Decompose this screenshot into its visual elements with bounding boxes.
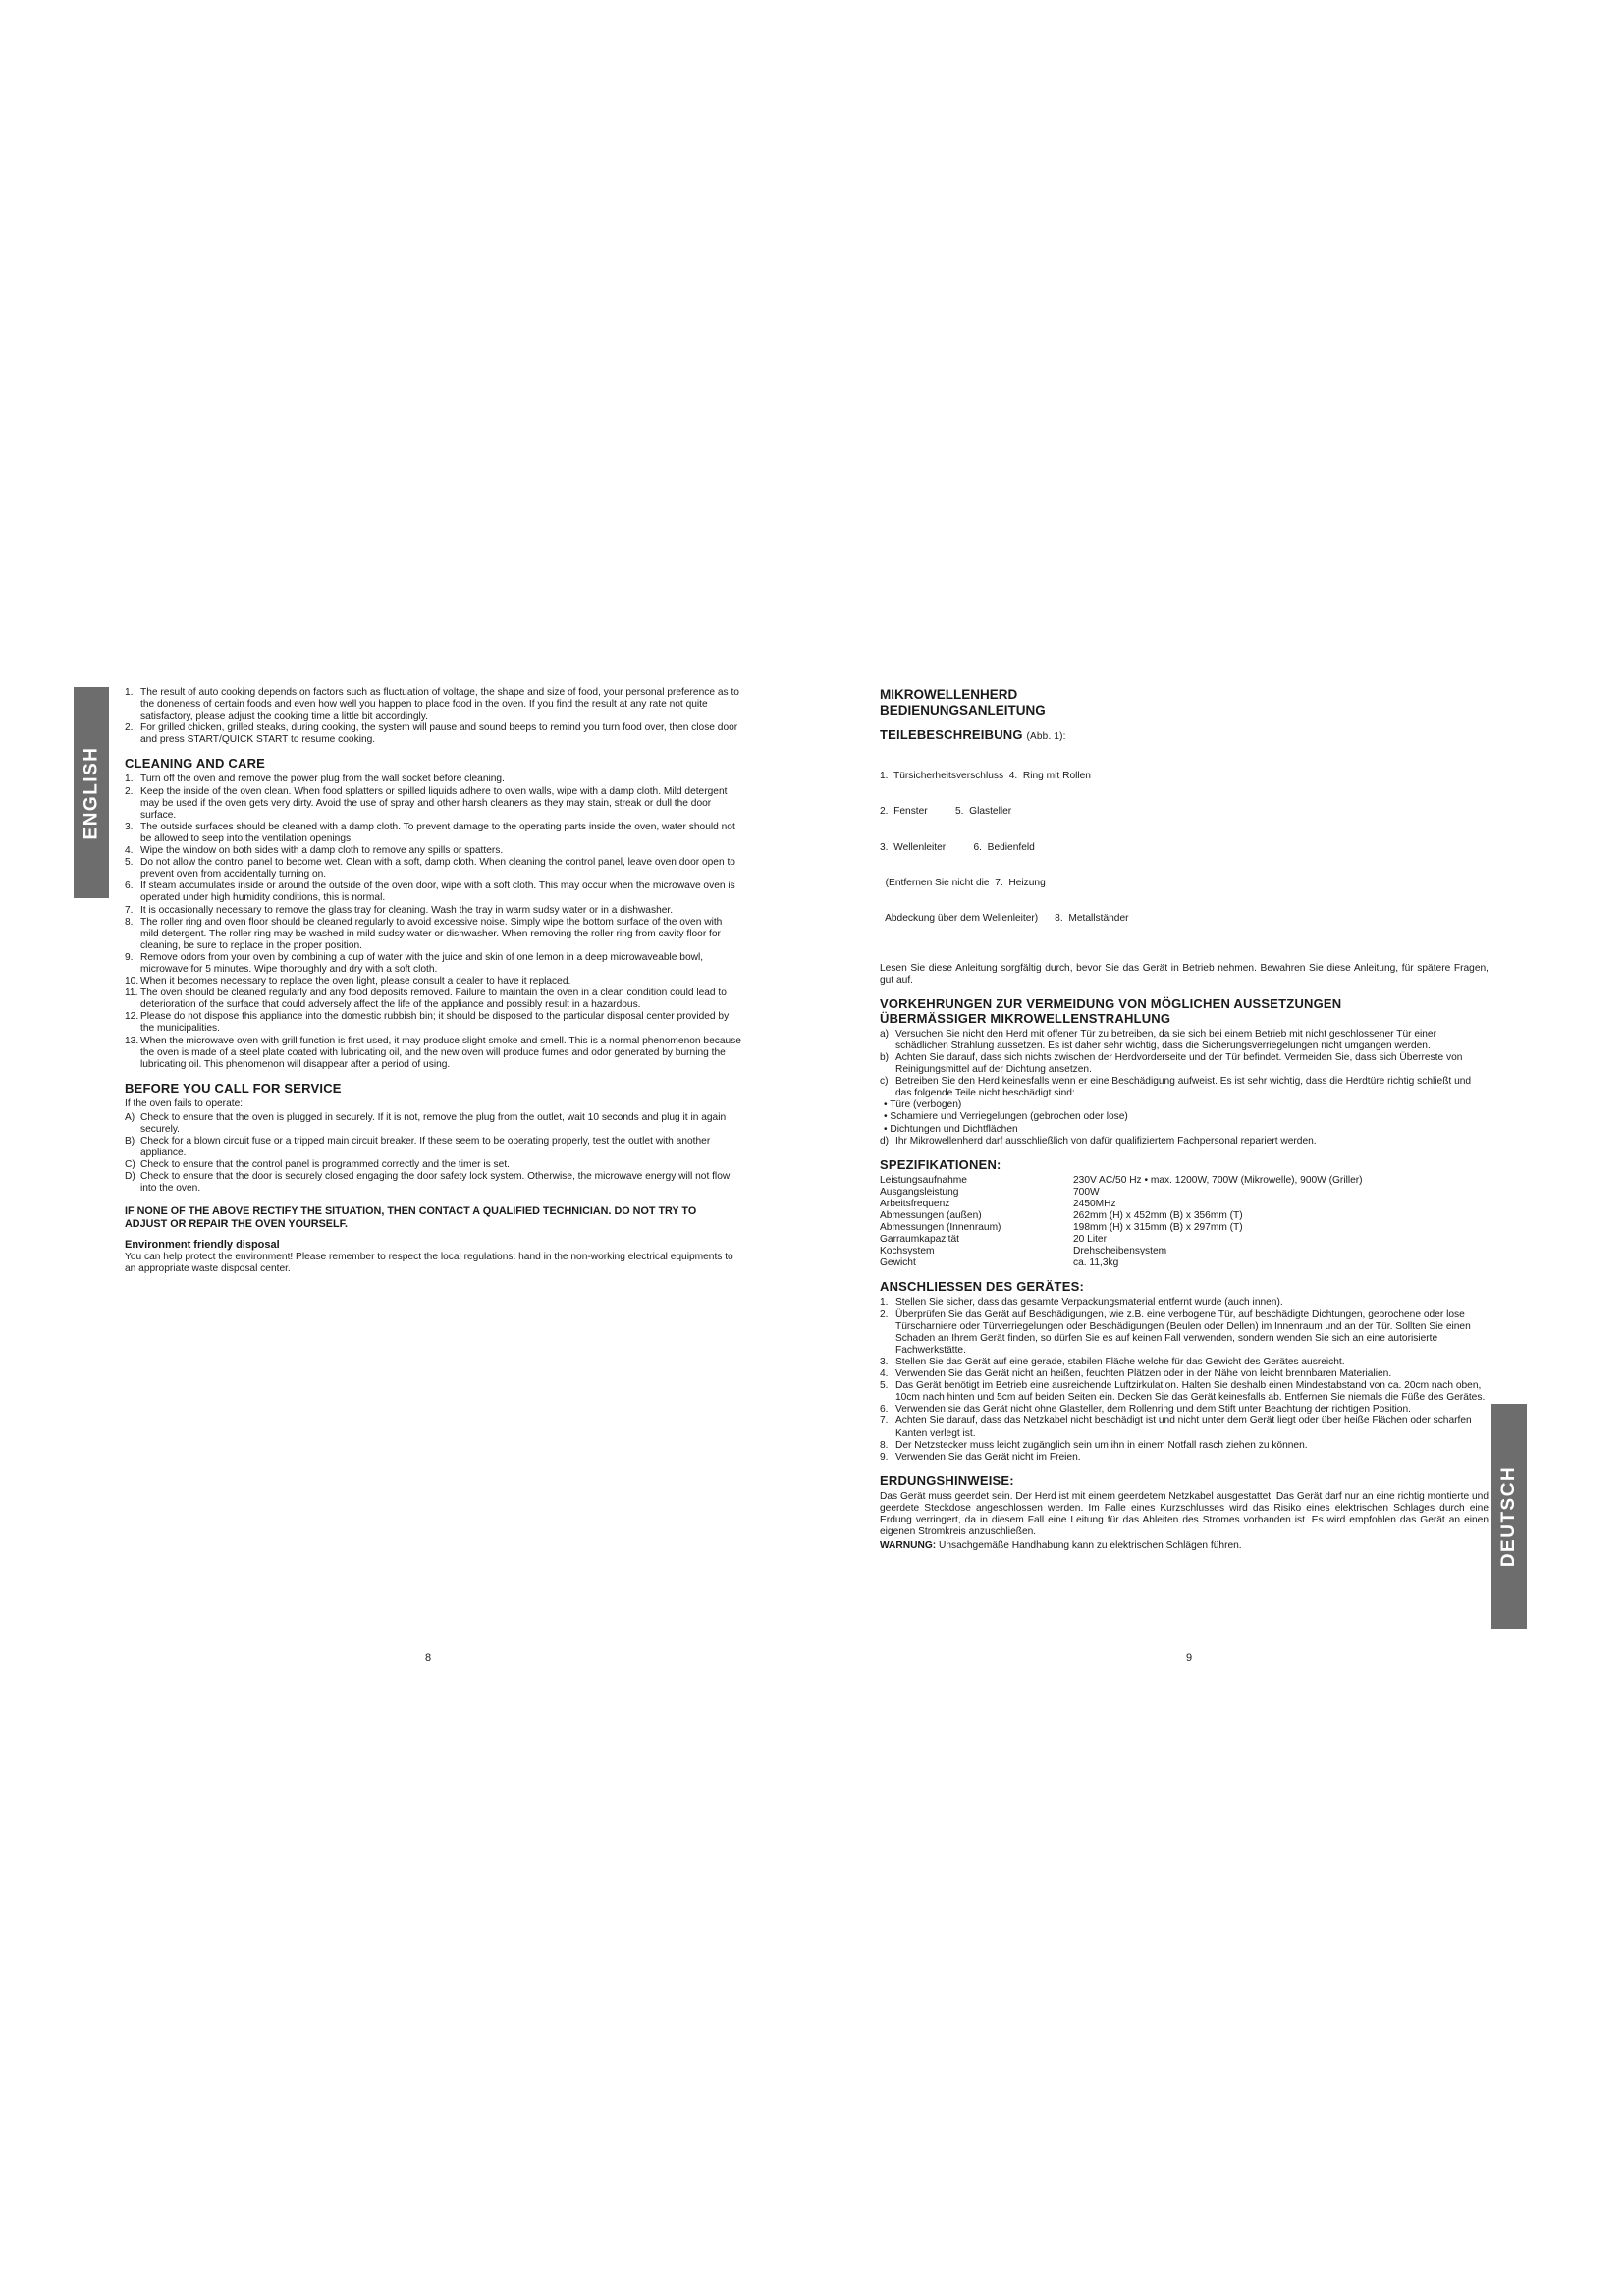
list-item: 2. For grilled chicken, grilled steaks, during cooking, the system will pause and sound beeps to remind you turn food over, then close door and press START/QUICK START to resume cooking. [125,722,738,746]
list-item: 1. The result of auto cooking depends on factors such as fluctuation of voltage, the shape and size of food, your personal preference as to the doneness of certain foods and even how well you happen to place food in the oven. If you find the result at any rate not quite satisfactory, please adjust the cooking time a little bit accordingly. [125,687,739,722]
language-tab-label: ENGLISH [81,746,102,839]
list-item: 8. Der Netzstecker muss leicht zugänglich sein um ihn in einem Notfall rasch ziehen zu können. [880,1439,1308,1451]
auto-cooking-notes [125,687,741,746]
language-tab-deutsch [1491,1404,1527,1629]
connect-list [880,1297,1489,1463]
list-item: 9. Verwenden Sie das Gerät nicht im Freien. [880,1451,1081,1463]
spec-value: 230V AC/50 Hz • max. 1200W, 700W (Mikrowelle), 900W (Griller) [1073,1174,1363,1186]
page-number: 8 [425,1652,432,1664]
spec-value: 20 Liter [1073,1234,1107,1246]
section-heading-precautions: VORKEHRUNGEN ZUR VERMEIDUNG VON MÖGLICHEN AUSSETZUNGEN ÜBERMÄSSIGER MIKROWELLENSTRAHLUNG [880,995,1342,1026]
list-item: 5. Das Gerät benötigt im Betrieb eine ausreichende Luftzirkulation. Halten Sie deshalb einen Mindestabstand von ca. 20cm nach oben, 10cm nach hinten und 5cm auf beiden Seiten ein. Decken Sie das Gerät keinesfalls ab. Entfernen Sie niemals die Füße des Gerätes. [880,1380,1486,1404]
bullet-item: • Dichtungen und Dichtflächen [884,1123,1018,1135]
grounding-text: Das Gerät muss geerdet sein. Der Herd ist mit einem geerdetem Netzkabel ausgestattet. Das Gerät darf nur an eine richtig montierte und geerdete Steckdose angeschlossen werden. Im Falle eines Kurzschlusses wird das Risiko eines elektrischen Schlages durch eine Erdung verringert, da in diesem Fall eine Leitung für das Ableiten des Stromes vorhanden ist. Es wird empfohlen das Gerät an einen eigenen Stromkreis anzuschließen. [880,1490,1489,1538]
environment-text: You can help protect the environment! Please remember to respect the local regulations: hand in the non-working electrical equipments to an appropriate waste disposal center. [125,1251,733,1274]
page-english [125,687,741,1277]
cleaning-list [125,774,741,1070]
spec-label: Ausgangsleistung [880,1186,959,1198]
document-title [880,687,1489,718]
spec-label: Gewicht [880,1257,916,1269]
spec-value: ca. 11,3kg [1073,1257,1119,1269]
parts-line: Abdeckung über dem Wellenleiter) 8. Metallständer [880,913,1129,925]
list-item: b) Achten Sie darauf, dass sich nichts zwischen der Herdvorderseite und der Tür befindet. Vermeiden Sie, dass sich Überreste von Reinigungsmittel auf der Dichtung ansetzen. [880,1051,1463,1076]
grounding-warning: WARNUNG: Unsachgemäße Handhabung kann zu elektrischen Schlägen führen. [880,1540,1242,1552]
spec-label: Arbeitsfrequenz [880,1198,950,1209]
parts-line: 1. Türsicherheitsverschluss 4. Ring mit Rollen [880,771,1091,782]
intro-text: Lesen Sie diese Anleitung sorgfältig durch, bevor Sie das Gerät in Betrieb nehmen. Bewahren Sie diese Anleitung, für spätere Fragen, gut auf. [880,962,1489,986]
list-item: 5. Do not allow the control panel to become wet. Clean with a soft, damp cloth. When cleaning the control panel, leave oven door open to prevent oven from accidentally turning on. [125,857,735,881]
list-item: 7. It is occasionally necessary to remove the glass tray for cleaning. Wash the tray in warm sudsy water or in a dishwasher. [125,904,674,916]
spec-value: 198mm (H) x 315mm (B) x 297mm (T) [1073,1222,1243,1234]
parts-line: 2. Fenster 5. Glasteller [880,806,1012,818]
list-item: B) Check for a blown circuit fuse or a tripped main circuit breaker. If these seem to be operating properly, test the outlet with another appliance. [125,1136,711,1159]
list-item: 9. Remove odors from your oven by combining a cup of water with the juice and skin of one lemon in a deep microwaveable bowl, microwave for 5 minutes. Wipe thoroughly and dry with a soft cloth. [125,951,704,975]
section-heading-parts: TEILEBESCHREIBUNG (Abb. 1): [880,727,1066,742]
section-heading-specs: SPEZIFIKATIONEN: [880,1156,1001,1172]
list-item: 2. Keep the inside of the oven clean. When food splatters or spilled liquids adhere to oven walls, wipe with a damp cloth. Mild detergent may be used if the oven gets very dirty. Avoid the use of spray and other harsh cleaners as they may stain, streak or dull the door surface. [125,785,728,821]
list-item: 7. Achten Sie darauf, dass das Netzkabel nicht beschädigt ist und nicht unter dem Gerät liegt oder über heiße Flächen oder scharfen Kanten verlegt ist. [880,1415,1472,1439]
list-item: 11. The oven should be cleaned regularly and any food deposits removed. Failure to maintain the oven in a clean condition could lead to deterioration of the surface that could adversely affect the life of the appliance and possibly result in a hazardous. [125,988,727,1011]
list-item: 3. The outside surfaces should be cleaned with a damp cloth. To prevent damage to the operating parts inside the oven, water should not be allowed to seep into the ventilation openings. [125,821,735,844]
technician-warning: IF NONE OF THE ABOVE RECTIFY THE SITUATION, THEN CONTACT A QUALIFIED TECHNICIAN. DO NOT TRY TO ADJUST OR REPAIR THE OVEN YOURSELF. [125,1204,697,1230]
title-line: BEDIENUNGSANLEITUNG [880,702,1046,718]
service-lead: If the oven fails to operate: [125,1097,244,1109]
list-item: 1. Turn off the oven and remove the power plug from the wall socket before cleaning. [125,774,505,785]
bullet-item: • Türe (verbogen) [884,1099,962,1111]
list-item: a) Versuchen Sie nicht den Herd mit offener Tür zu betreiben, da sie sich bei einem Betrieb mit nicht geschlossener Tür einer schädlichen Strahlung aussetzen. Es ist daher sehr wichtig, dass die Sicherungsverriegelungen nicht umgangen werden. [880,1028,1436,1051]
title-line: MIKROWELLENHERD [880,687,1018,702]
list-item: D) Check to ensure that the door is securely closed engaging the door safety lock system. Otherwise, the microwave energy will not flow into the oven. [125,1171,731,1195]
list-item: d) Ihr Mikrowellenherd darf ausschließlich von dafür qualifiziertem Fachpersonal repariert werden. [880,1135,1317,1147]
list-item: 6. If steam accumulates inside or around the outside of the oven door, wipe with a soft cloth. This may occur when the microwave oven is operated under high humidity conditions, this is normal. [125,881,735,904]
bullet-item: • Schamiere und Verriegelungen (gebrochen oder lose) [884,1111,1128,1123]
parts-line: (Entfernen Sie nicht die 7. Heizung [880,878,1046,889]
service-list [125,1112,741,1196]
language-tab-english [74,687,109,898]
spec-label: Abmessungen (Innenraum) [880,1222,1001,1234]
figure-reference: (Abb. 1): [1026,731,1066,742]
list-item: 3. Stellen Sie das Gerät auf eine gerade, stabilen Fläche welche für das Gewicht des Gerätes ausreicht. [880,1356,1345,1367]
section-heading-grounding: ERDUNGSHINWEISE: [880,1472,1014,1488]
spec-label: Garraumkapazität [880,1234,959,1246]
list-item: 4. Verwenden Sie das Gerät nicht an heißen, feuchten Plätzen oder in der Nähe von leicht brennbaren Materialien. [880,1368,1392,1380]
section-heading-connect: ANSCHLIESSEN DES GERÄTES: [880,1279,1084,1295]
page-deutsch [880,687,1489,1554]
list-item: C) Check to ensure that the control panel is programmed correctly and the timer is set. [125,1159,510,1171]
list-item: 1. Stellen Sie sicher, dass das gesamte Verpackungsmaterial entfernt wurde (auch innen). [880,1297,1283,1308]
spec-value: 2450MHz [1073,1198,1116,1209]
spec-value: Drehscheibensystem [1073,1246,1167,1257]
list-item: 8. The roller ring and oven floor should be cleaned regularly to avoid excessive noise. Simply wipe the bottom surface of the oven with mild detergent. The roller ring may be washed in mild sudsy water or dishwasher. When removing the roller ring from cavity floor for cleaning, be sure to replace in the proper position. [125,916,723,951]
spec-label: Abmessungen (außen) [880,1210,982,1221]
spec-label: Kochsystem [880,1246,935,1257]
list-item: 4. Wipe the window on both sides with a damp cloth to remove any spills or spatters. [125,845,504,857]
spec-value: 262mm (H) x 452mm (B) x 356mm (T) [1073,1210,1243,1221]
parts-list [880,747,1489,949]
section-heading-environment: Environment friendly disposal [125,1238,280,1251]
section-heading-service: BEFORE YOU CALL FOR SERVICE [125,1080,342,1095]
list-item: 2. Überprüfen Sie das Gerät auf Beschädigungen, wie z.B. eine verbogene Tür, auf beschädigte Dichtungen, gebrochene oder lose Türscharniere oder Türverriegelungen oder Beschädigungen (Beulen oder Dellen) im Innenraum und an der Tür. Sollten Sie einen Schaden an Ihrem Gerät finden, so dürfen Sie es auf keinen Fall verwenden, sondern wenden Sie sich an eine autorisierte Fachwerkstätte. [880,1308,1471,1356]
list-item: 13. When the microwave oven with grill function is first used, it may produce slight smoke and smell. This is a normal phenomenon because the oven is made of a steel plate coated with lubricating oil, and the new oven will produce fumes and odor generated by burning the lubricating oil. This phenomenon will disappear after a period of using. [125,1035,741,1070]
language-tab-label: DEUTSCH [1498,1466,1519,1568]
specs-table [880,1175,1489,1270]
list-item: 6. Verwenden sie das Gerät nicht ohne Glasteller, dem Rollenring und dem Stift unter Beachtung der richtigen Position. [880,1404,1411,1415]
precautions-list [880,1029,1489,1148]
list-item: A) Check to ensure that the oven is plugged in securely. If it is not, remove the plug from the outlet, wait 10 seconds and plug it in again securely. [125,1111,727,1135]
spec-value: 700W [1073,1186,1100,1198]
list-item: 10. When it becomes necessary to replace the oven light, please consult a dealer to have it replaced. [125,976,571,988]
section-heading-cleaning: CLEANING AND CARE [125,756,266,772]
parts-line: 3. Wellenleiter 6. Bedienfeld [880,841,1035,853]
list-item: 12. Please do not dispose this appliance into the domestic rubbish bin; it should be disposed to the particular disposal center provided by the municipalities. [125,1011,730,1035]
page-number: 9 [1186,1652,1193,1664]
list-item: c) Betreiben Sie den Herd keinesfalls wenn er eine Beschädigung aufweist. Es ist sehr wichtig, dass die Herdtüre richtig schließt und das folgende Teile nicht beschädigt sind: [880,1076,1472,1099]
spec-label: Leistungsaufnahme [880,1174,967,1186]
